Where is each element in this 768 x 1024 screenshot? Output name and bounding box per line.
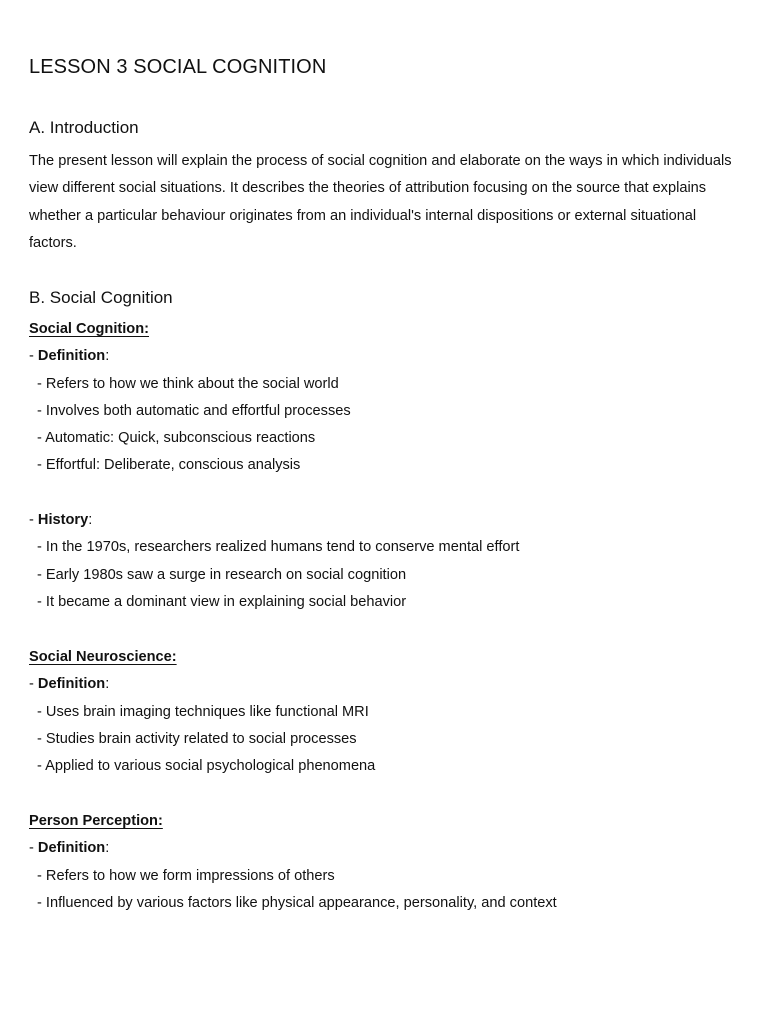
colon: : [105,676,110,693]
dash: - [29,512,38,529]
definition-row [29,835,739,862]
list-item: - Refers to how we think about the social world [37,375,339,392]
spacer [29,480,739,507]
list-item: - Automatic: Quick, subconscious reactions [37,430,316,447]
person-perception-subheading-row [29,808,739,835]
definition-row [29,671,739,698]
list-item: - Studies brain activity related to social processes [37,730,357,747]
definition-row [29,343,739,370]
colon: : [88,512,93,529]
definition-label: Definition [37,676,106,693]
social-neuroscience-block [29,644,739,780]
history-label: History [37,512,89,529]
colon: : [105,348,110,365]
social-cognition-subheading: Social Cognition: [29,321,149,337]
social-neuroscience-subheading: Social Neuroscience: [29,649,177,665]
dash: - [29,840,38,857]
dash: - [29,676,38,693]
introduction-text: The present lesson will explain the process of social cognition and elaborate on the ways in which individuals view different social situations. It describes the theories of attribution focusing on the source that explains whether a particular behaviour originates from an individual's internal dispositions or external situational factors. [29,153,732,251]
list-item: - It became a dominant view in explaining social behavior [37,593,407,610]
list-item: - In the 1970s, researchers realized humans tend to conserve mental effort [37,539,520,556]
social-cognition-block [29,316,739,616]
person-perception-block [29,808,739,917]
introduction-heading: A. Introduction [29,118,139,137]
page-title: LESSON 3 SOCIAL COGNITION [29,56,327,78]
definition-label: Definition [37,840,106,857]
list-item: - Influenced by various factors like physical appearance, personality, and context [37,894,557,911]
dash: - [29,348,38,365]
definition-label: Definition [37,348,106,365]
social-cognition-subheading-row [29,316,739,343]
list-item: - Applied to various social psychological phenomena [37,758,376,775]
person-perception-subheading: Person Perception: [29,813,163,829]
social-neuroscience-subheading-row [29,644,739,671]
list-item: - Involves both automatic and effortful processes [37,402,351,419]
list-item: - Effortful: Deliberate, conscious analysis [37,457,301,474]
social-cognition-section-heading: B. Social Cognition [29,288,173,307]
history-row [29,507,739,534]
list-item: - Early 1980s saw a surge in research on social cognition [37,566,407,583]
list-item: - Refers to how we form impressions of others [37,867,335,884]
list-item: - Uses brain imaging techniques like functional MRI [37,703,369,720]
colon: : [105,840,110,857]
